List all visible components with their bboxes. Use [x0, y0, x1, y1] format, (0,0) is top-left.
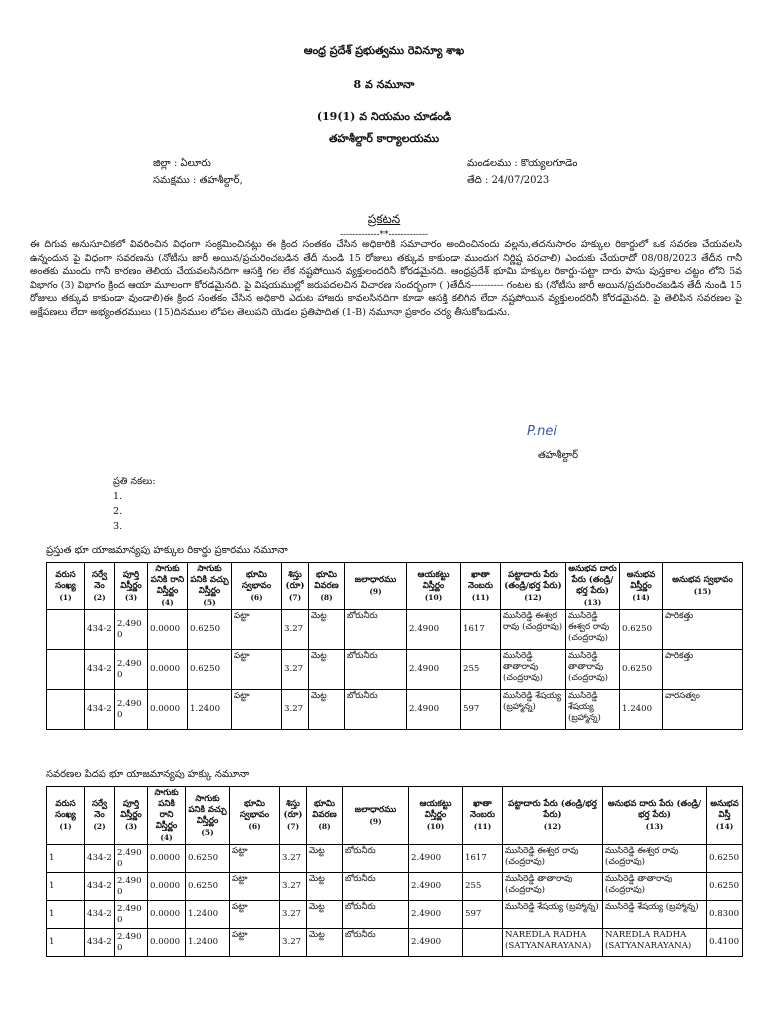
- table-cell: 2.4900: [115, 690, 148, 730]
- table-cell: ముసిరెడ్డి శేషయ్య (బ్రహ్మాన్న): [503, 901, 603, 929]
- table-cell: 1.2400: [186, 929, 230, 957]
- table-cell: 3.27: [280, 929, 307, 957]
- table-cell: 2.4900: [407, 690, 461, 730]
- table-row: [47, 901, 743, 929]
- column-header: [85, 563, 115, 610]
- table1-caption: ప్రస్తుత భూ యాజమాన్యపు హక్కుల రికార్డు ప్రకారము నమూనా: [46, 545, 288, 556]
- table2-header-row: [47, 787, 743, 845]
- column-header: [148, 787, 186, 845]
- table-cell: 2.4900: [115, 610, 148, 650]
- column-header: [232, 563, 282, 610]
- table-cell: ముసిరెడ్డి ఈశ్వర రావు (చంద్రరావు): [566, 610, 620, 650]
- table-cell: 0.0000: [148, 610, 188, 650]
- department-heading: ఆంధ్ర ప్రదేశ్ ప్రభుత్వము రెవిన్యూ శాఖ: [303, 44, 465, 57]
- table-cell: 2.4900: [115, 901, 148, 929]
- column-number: (2): [93, 822, 106, 831]
- column-number: (13): [583, 598, 602, 607]
- table-cell: 434-2: [85, 901, 115, 929]
- table-cell: 0.0000: [148, 845, 186, 873]
- table-cell: పట్టా: [230, 901, 280, 929]
- column-number: (5): [201, 827, 214, 837]
- table-row: [47, 929, 743, 957]
- column-header-label: అనుభవ దారు పేరు (తండ్రి/భర్త పేరు): [568, 564, 617, 596]
- table-cell: 1.2400: [620, 690, 663, 730]
- column-header: [620, 563, 663, 610]
- copy-item: 2.: [113, 506, 123, 517]
- table-row: [47, 690, 743, 730]
- column-header: [307, 787, 343, 845]
- table-cell: ముసిరెడ్డి తాతారావు (చంద్రరావు): [566, 650, 620, 690]
- column-header: [282, 563, 309, 610]
- notice-divider: -------------**-------------: [339, 230, 429, 240]
- table-cell: ముసిరెడ్డి శేషయ్య (బ్రహ్మాన్న): [603, 901, 707, 929]
- copy-item: 1.: [113, 491, 123, 502]
- table-cell: 3.27: [282, 690, 309, 730]
- table-cell: [463, 929, 503, 957]
- table-cell: 3.27: [282, 650, 309, 690]
- table-cell: పట్టా: [232, 650, 282, 690]
- column-header: [503, 787, 603, 845]
- table-cell: 2.4900: [409, 901, 463, 929]
- column-header-label: ఆయకట్టు విస్తీర్ణం: [419, 799, 452, 820]
- column-header-label: భూమి స్వభావం: [239, 799, 270, 820]
- district-label: జిల్లా : ఏలూరు: [153, 158, 211, 169]
- table-cell: 2.4900: [407, 650, 461, 690]
- column-number: (1): [59, 592, 72, 602]
- column-number: (10): [426, 822, 445, 831]
- column-header: [148, 563, 188, 610]
- copies-block: [113, 474, 155, 534]
- table-cell: 3.27: [282, 610, 309, 650]
- table-cell: 1: [47, 929, 85, 957]
- table-cell: 1: [47, 845, 85, 873]
- column-header: [463, 787, 503, 845]
- table-cell: [47, 650, 85, 690]
- column-header: [280, 787, 307, 845]
- table-cell: ముసిరెడ్డి తాతారావు (చంద్రరావు): [603, 873, 707, 901]
- table-cell: 2.4900: [115, 650, 148, 690]
- table-cell: బోరునీరు: [345, 650, 407, 690]
- table-cell: పట్టా: [230, 873, 280, 901]
- column-number: (8): [318, 822, 331, 831]
- column-header: [407, 563, 461, 610]
- table-cell: 1.2400: [188, 690, 232, 730]
- table-cell: 2.4900: [115, 845, 148, 873]
- column-number: (2): [93, 592, 106, 602]
- column-header-label: సాగుకు పనికి రాని విస్తీర్ణం: [150, 564, 185, 596]
- table-cell: 0.6250: [188, 610, 232, 650]
- table-cell: ముసిరెడ్డి ఈశ్వర రావు (చంద్రరావు): [501, 610, 566, 650]
- table1-header-row: [47, 563, 743, 610]
- column-header: [115, 563, 148, 610]
- table-cell: 0.0000: [148, 873, 186, 901]
- table-cell: 597: [463, 901, 503, 929]
- table-cell: మెట్ట: [309, 690, 345, 730]
- table-cell: 3.27: [280, 901, 307, 929]
- column-number: (13): [645, 822, 664, 831]
- table-row: [47, 650, 743, 690]
- table-cell: పట్టా: [230, 929, 280, 957]
- table-cell: 0.6250: [188, 650, 232, 690]
- column-header: [186, 787, 230, 845]
- table-cell: 2.4900: [409, 929, 463, 957]
- table-cell: 0.0000: [148, 929, 186, 957]
- table-cell: 3.27: [280, 873, 307, 901]
- column-header-label: వరుస సంఖ్య: [55, 799, 76, 820]
- column-header-label: భూమి వివరణ: [312, 799, 337, 820]
- column-header-label: పట్టాదారు పేరు (తండ్రి/భర్త పేరు): [508, 799, 597, 820]
- table-cell: 434-2: [85, 845, 115, 873]
- column-number: (11): [473, 822, 492, 831]
- column-header: [230, 787, 280, 845]
- table-cell: 255: [463, 873, 503, 901]
- table-cell: ముసిరెడ్డి ఈశ్వర రావు (చంద్రరావు): [603, 845, 707, 873]
- form-number: 8 వ నమూనా: [353, 78, 415, 91]
- column-header: [309, 563, 345, 610]
- table-cell: 0.6250: [186, 845, 230, 873]
- table-cell: [47, 690, 85, 730]
- table-cell: 2.4900: [409, 873, 463, 901]
- column-header-label: సర్వే నెం: [91, 799, 108, 820]
- table-cell: బోరునీరు: [343, 845, 409, 873]
- table-cell: ముసిరెడ్డి తాతారావు (చంద్రరావు): [503, 873, 603, 901]
- table-row: [47, 845, 743, 873]
- column-header: [409, 787, 463, 845]
- table-cell: పారికత్తు: [663, 650, 743, 690]
- table-cell: పట్టా: [230, 845, 280, 873]
- table-cell: ముసిరెడ్డి తాతారావు (చంద్రరావు): [501, 650, 566, 690]
- table-cell: 3.27: [280, 845, 307, 873]
- table-cell: వారసత్వం: [663, 690, 743, 730]
- revised-records-table: [46, 786, 743, 957]
- column-header: [188, 563, 232, 610]
- column-number: (6): [250, 592, 263, 602]
- notice-body: ఈ దిగువ అనుసూచికలో వివరించిన విధంగా సంక్రమించినట్లు ఈ క్రింద సంతకం చేసిన అధికారికి సమాచారం అందించినందు వల్లను,తదనుసారం హక్కుల రికార్డులో ఒక సవరణ చేయవలసి ఉన్నందున పై విధంగా సవరణను (నోటీసు జారీ అయిన/ప్రచురించబడిన తేదీ నుండి 15 రోజులు తక్కువ కాకుండా ముందుగ నిర్ణిష్ట పరచాలి) ఎందుకు చేయరాదో 08/08/2023 తేదీన గానీ అంతకు ముందు గానీ కారణం తెలియ చేయవలసినదిగా ఆసక్తి గల లేక నష్టపోయిన వ్యక్తులందరినీ కోరడమైనది. ఆంధ్రప్రదేశ్ భూమి హక్కుల రికార్డు-పట్టా దారు పాసు పుస్తకాల చట్టం లోని 5వ విభాగం (3) విభాగం క్రింద ఆయా మూలంగా కోరడమైనది. పై విషయముల్లో జరుపదలచిన విచారణ సందర్భంగా ( )తేదీన---------- గంటల కు (నోటీసు జారీ అయిన/ప్రచురించబడిన తేదీ నుండి 15 రోజులు తక్కువ కాకుండా వుండాలి)ఈ క్రింద సంతకం చేసిన అధికారి ఎదుట హాజరు కావలసినదిగా కూడా ఆసక్తి కలిగిన లేదా నష్టపోయిన వ్యక్తులందరినీ కోరడమైనది. పై తెలిపిన సవరణల పై అక్షేపణలు లేదా అభ్యంతరములు (15)దినముల లోపల తెలుపని యెడల ప్రతిపాదిత (1-B) నమూనా ప్రకారం చర్య తీసుకోబడును.: [30, 239, 742, 318]
- column-header-label: ఖాతా నెంబరు: [468, 569, 493, 591]
- column-header-label: భూమి వివరణ: [314, 569, 339, 591]
- table-cell: పట్టా: [232, 610, 282, 650]
- table-cell: 2.4900: [409, 845, 463, 873]
- copies-label: ప్రతి నకలు:: [113, 476, 156, 487]
- column-header-label: పూర్తి విస్తీర్ణం: [120, 799, 142, 820]
- table-cell: 1617: [461, 610, 501, 650]
- column-header: [663, 563, 743, 610]
- table-cell: ముసిరెడ్డి ఈశ్వర రావు (చంద్రరావు): [503, 845, 603, 873]
- table-cell: మెట్ట: [307, 845, 343, 873]
- table-cell: 2.4900: [115, 929, 148, 957]
- current-records-table: [46, 562, 743, 730]
- column-header-label: అనుభవ విస్తీర్ణం: [626, 569, 656, 591]
- table-cell: 0.6250: [620, 650, 663, 690]
- column-number: (9): [369, 816, 382, 826]
- table-cell: పారికత్తు: [663, 610, 743, 650]
- table-cell: మెట్ట: [309, 650, 345, 690]
- column-header-label: జలాధారము: [354, 575, 397, 585]
- table-cell: 2.4900: [407, 610, 461, 650]
- table-cell: 1.2400: [186, 901, 230, 929]
- table-cell: 1: [47, 901, 85, 929]
- column-header-label: సాగుకు పనికి వచ్చు విస్తీర్ణం: [188, 793, 227, 826]
- table-cell: 0.6250: [186, 873, 230, 901]
- table-cell: బోరునీరు: [343, 929, 409, 957]
- table-cell: బోరునీరు: [343, 901, 409, 929]
- table-cell: 434-2: [85, 873, 115, 901]
- column-header: [461, 563, 501, 610]
- column-number: (15): [693, 587, 712, 596]
- table-cell: NAREDLA RADHA (SATYANARAYANA): [503, 929, 603, 957]
- column-header: [47, 787, 85, 845]
- table-row: [47, 610, 743, 650]
- table-cell: మెట్ట: [307, 873, 343, 901]
- column-header-label: ఖాతా నెంబరు: [470, 799, 495, 820]
- column-number: (4): [161, 598, 174, 607]
- column-header-label: వరుస సంఖ్య: [55, 569, 76, 591]
- table-cell: 434-2: [85, 690, 115, 730]
- table2-caption: సవరణల పిదప భూ యాజమాన్యపు హక్కు నమూనా: [46, 769, 250, 780]
- table-cell: మెట్ట: [307, 901, 343, 929]
- table-cell: 434-2: [85, 610, 115, 650]
- column-header: [566, 563, 620, 610]
- column-header-label: శిస్తు (రూ): [285, 569, 305, 591]
- column-header: [115, 787, 148, 845]
- table-cell: 0.0000: [148, 690, 188, 730]
- table-cell: 0.6250: [620, 610, 663, 650]
- column-number: (12): [543, 822, 562, 831]
- column-number: (11): [471, 592, 490, 602]
- column-header-label: ఆయకట్టు విస్తీర్ణం: [417, 569, 450, 591]
- column-header: [85, 787, 115, 845]
- column-number: (10): [424, 592, 443, 602]
- mandal-label: మండలము : కొయ్యలగూడెం: [467, 158, 578, 169]
- present-officer-label: సమక్షము : తహశీల్దార్,: [153, 175, 243, 186]
- table-cell: ముసిరెడ్డి శేషయ్య (బ్రహ్మాన్న): [566, 690, 620, 730]
- table-cell: 0.4100: [707, 929, 743, 957]
- copy-item: 3.: [113, 521, 123, 532]
- date-label: తేది : 24/07/2023: [467, 175, 550, 186]
- signature-image: P.nei: [527, 424, 558, 439]
- table-cell: మెట్ట: [309, 610, 345, 650]
- column-header-label: పూర్తి విస్తీర్ణం: [120, 569, 142, 591]
- table-cell: మెట్ట: [307, 929, 343, 957]
- table-cell: పట్టా: [232, 690, 282, 730]
- table-cell: [47, 610, 85, 650]
- column-header: [47, 563, 85, 610]
- table-cell: 2.4900: [115, 873, 148, 901]
- column-number: (9): [369, 587, 382, 596]
- table-row: [47, 873, 743, 901]
- table-cell: 0.6250: [707, 873, 743, 901]
- office-name: తహశీల్దార్ కార్యాలయము: [328, 132, 440, 145]
- table-cell: బోరునీరు: [343, 873, 409, 901]
- table-cell: 1617: [463, 845, 503, 873]
- column-number: (3): [124, 822, 138, 831]
- table-cell: 0.0000: [148, 901, 186, 929]
- column-header: [343, 787, 409, 845]
- column-number: (14): [715, 822, 734, 831]
- column-header-label: సాగుకు పనికి రాని విస్తీర్ణం: [154, 788, 179, 831]
- table-cell: బోరునీరు: [345, 690, 407, 730]
- column-number: (7): [288, 592, 302, 602]
- column-header-label: అనుభవ స్వభావం: [672, 575, 733, 585]
- column-header-label: శిస్తు (రూ): [283, 799, 303, 820]
- table-cell: 0.8300: [707, 901, 743, 929]
- column-number: (14): [632, 592, 650, 602]
- notice-title: ప్రకటన: [367, 212, 401, 226]
- column-number: (8): [320, 592, 333, 602]
- column-header-label: భూమి స్వభావం: [241, 569, 272, 591]
- table-cell: 0.0000: [148, 650, 188, 690]
- column-header-label: జలాధారము: [354, 804, 397, 815]
- table-cell: 434-2: [85, 650, 115, 690]
- table-cell: ముసిరెడ్డి శేషయ్య (బ్రహ్మాన్న): [501, 690, 566, 730]
- table-cell: 1: [47, 873, 85, 901]
- table-cell: NAREDLA RADHA (SATYANARAYANA): [603, 929, 707, 957]
- rule-reference: (19(1) వ నియమం చూడండి: [316, 110, 452, 123]
- column-header: [501, 563, 566, 610]
- column-header-label: అనుభవ విస్తీ: [710, 799, 739, 820]
- column-number: (7): [286, 822, 300, 831]
- table-cell: 255: [461, 650, 501, 690]
- column-header-label: సర్వే నెం: [91, 569, 108, 591]
- table-cell: 434-2: [85, 929, 115, 957]
- table-cell: 597: [461, 690, 501, 730]
- column-number: (5): [203, 598, 216, 607]
- column-header-label: సాగుకు పనికి వచ్చు విస్తీర్ణం: [190, 564, 229, 596]
- column-header: [345, 563, 407, 610]
- column-number: (12): [524, 592, 542, 602]
- column-number: (1): [59, 822, 72, 831]
- column-header: [603, 787, 707, 845]
- column-number: (4): [160, 833, 173, 842]
- column-number: (3): [124, 592, 138, 602]
- column-number: (6): [248, 822, 261, 831]
- column-header-label: పట్టాదారు పేరు (తండ్రి/భర్త పేరు): [504, 569, 562, 591]
- table-cell: బోరునీరు: [345, 610, 407, 650]
- signatory-designation: తహశీల్దార్: [538, 450, 579, 461]
- column-header-label: అనుభవ దారు పేరు (తండ్రి/భర్త పేరు): [607, 799, 702, 820]
- column-header: [707, 787, 743, 845]
- table-cell: 0.6250: [707, 845, 743, 873]
